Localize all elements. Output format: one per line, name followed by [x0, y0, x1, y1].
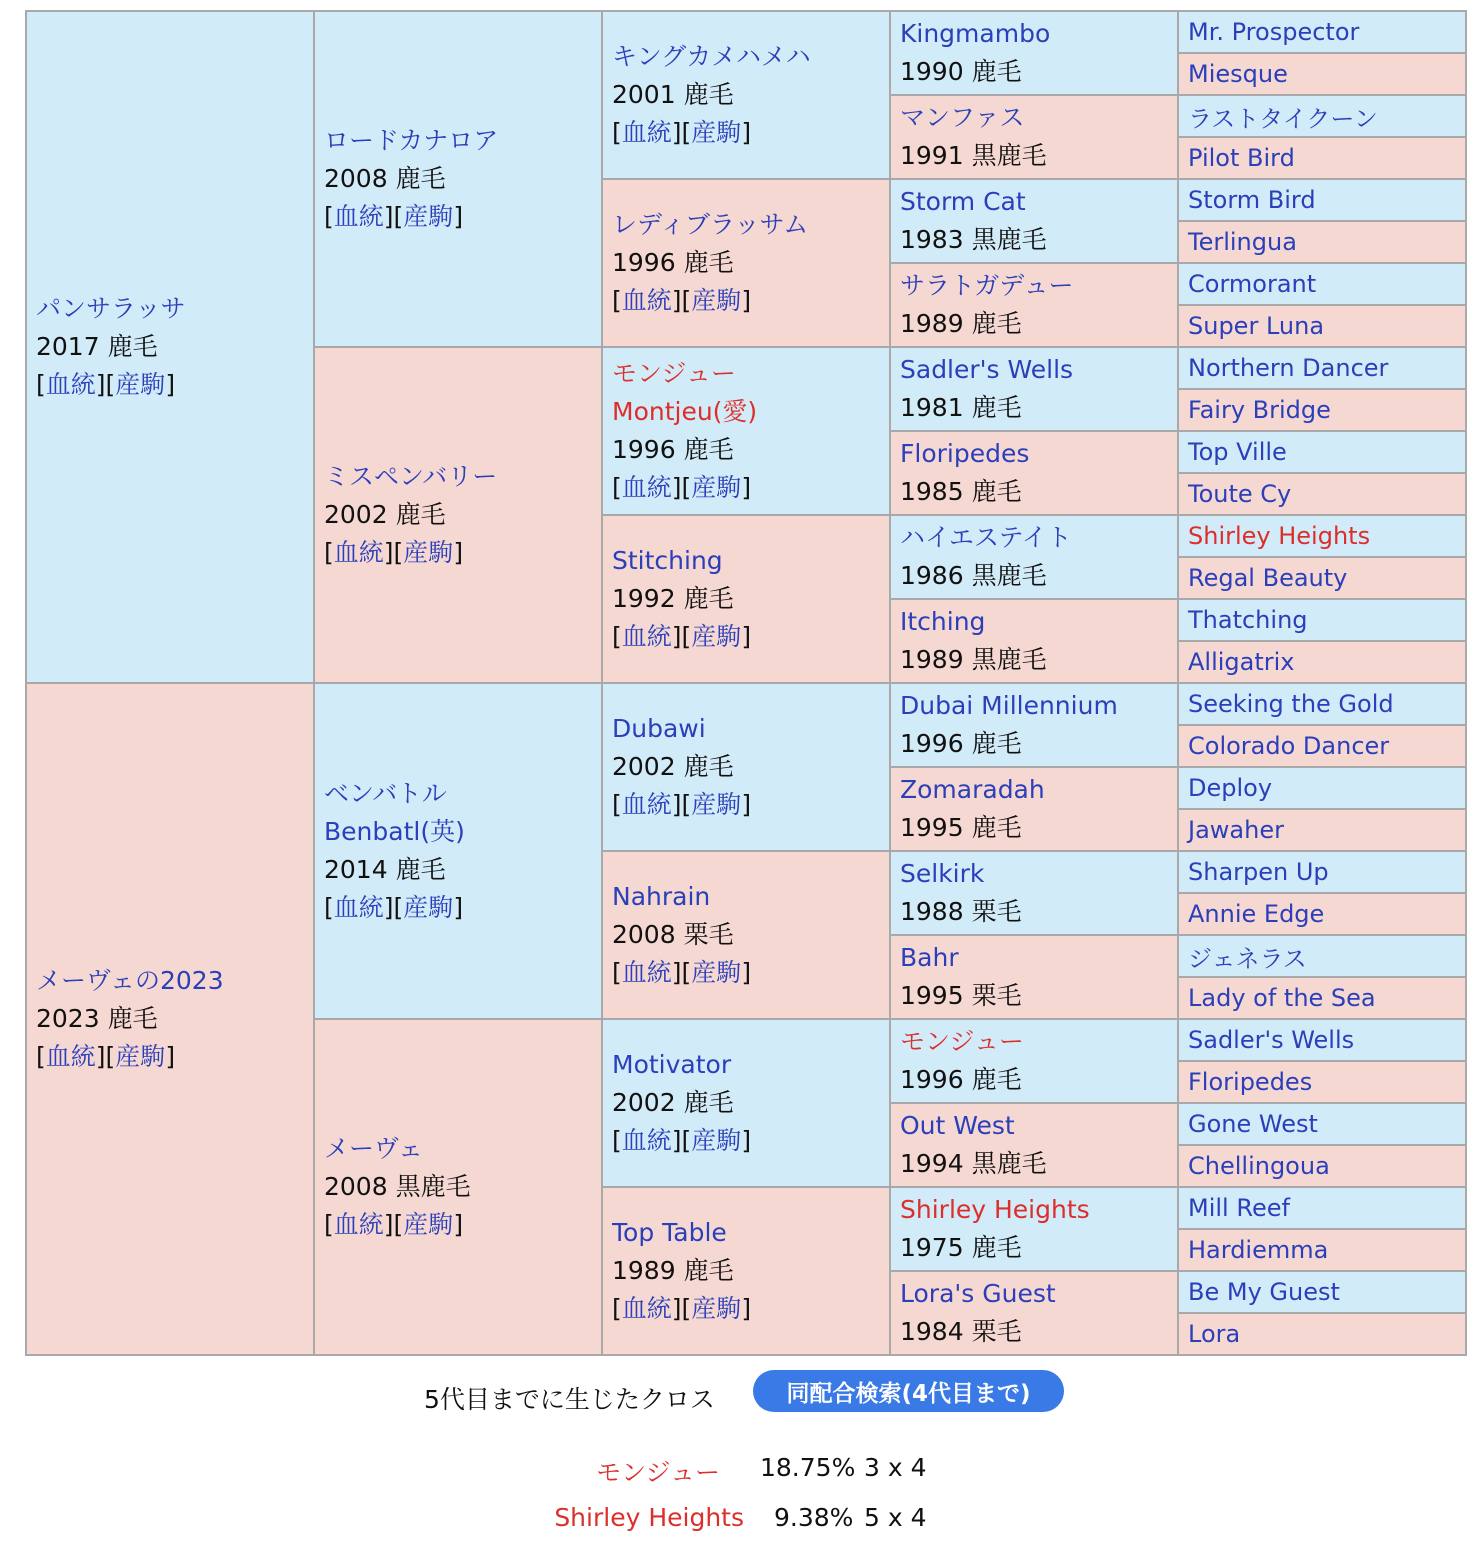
- horse-name-link[interactable]: Lora's Guest: [900, 1279, 1056, 1308]
- horse-name-link[interactable]: Sadler's Wells: [1188, 1026, 1355, 1054]
- cell-line: [900, 939, 1177, 977]
- horse-name-link[interactable]: Thatching: [1188, 606, 1308, 634]
- horse-name-link[interactable]: Bahr: [900, 943, 959, 972]
- horse-year-color: 1985 鹿毛: [900, 477, 1022, 506]
- horse-name-link[interactable]: メーヴェの2023: [36, 966, 224, 995]
- horse-year-color: 2017 鹿毛: [36, 332, 158, 361]
- horse-name-link[interactable]: ジェネラス: [1188, 944, 1307, 973]
- horse-name-link[interactable]: Deploy: [1188, 774, 1273, 802]
- horse-name-link[interactable]: モンジュー: [900, 1027, 1024, 1056]
- horse-cell-gen2: [314, 1019, 602, 1355]
- horse-year-color: 2002 鹿毛: [612, 752, 734, 781]
- cross-horse-link[interactable]: Shirley Heights: [554, 1503, 744, 1532]
- horse-name-link[interactable]: Out West: [900, 1111, 1015, 1140]
- progeny-link[interactable]: 産駒: [691, 286, 742, 315]
- horse-year-color: 1995 鹿毛: [900, 813, 1022, 842]
- horse-cell-gen5: [1178, 389, 1466, 431]
- cell-line: [612, 431, 889, 469]
- horse-year-color: 1975 鹿毛: [900, 1233, 1022, 1262]
- horse-name-link[interactable]: Floripedes: [1188, 1068, 1313, 1096]
- cell-line: [612, 1214, 889, 1252]
- horse-name-link[interactable]: Kingmambo: [900, 19, 1051, 48]
- cross-row: [0, 1503, 1476, 1537]
- horse-cell-gen4: [890, 1187, 1178, 1271]
- horse-year-color: 1989 鹿毛: [612, 1256, 734, 1285]
- progeny-link[interactable]: 産駒: [403, 202, 454, 231]
- horse-cell-gen4: [890, 1103, 1178, 1187]
- horse-name-link[interactable]: Chellingoua: [1188, 1152, 1330, 1180]
- horse-cell-gen5: [1178, 1019, 1466, 1061]
- horse-cell-gen4: [890, 1271, 1178, 1355]
- horse-name-link[interactable]: Selkirk: [900, 859, 985, 888]
- horse-cell-gen3: [602, 851, 890, 1019]
- horse-year-color: 1989 黒鹿毛: [900, 645, 1047, 674]
- horse-name-link[interactable]: Motivator: [612, 1050, 732, 1079]
- horse-cell-gen4: [890, 431, 1178, 515]
- cell-line: [612, 76, 889, 114]
- horse-year-color: 1990 鹿毛: [900, 57, 1022, 86]
- cell-line: [612, 916, 889, 954]
- horse-cell-gen4: [890, 95, 1178, 179]
- links-line: [血統][産駒]: [612, 790, 752, 819]
- cell-line: [900, 53, 1177, 91]
- horse-cell-gen5: [1178, 1187, 1466, 1229]
- cell-line: [900, 99, 1177, 137]
- progeny-link[interactable]: 産駒: [403, 1210, 454, 1239]
- cell-line: [612, 1046, 889, 1084]
- links-line: [血統][産駒]: [612, 286, 752, 315]
- links-line: [血統][産駒]: [612, 1126, 752, 1155]
- horse-name-link[interactable]: モンジュー: [612, 359, 736, 388]
- horse-cell-gen5: [1178, 725, 1466, 767]
- links-line: [血統][産駒]: [324, 893, 464, 922]
- horse-name-link[interactable]: Shirley Heights: [900, 1195, 1090, 1224]
- pedigree-link[interactable]: 血統: [621, 286, 672, 315]
- progeny-link[interactable]: 産駒: [115, 370, 166, 399]
- pedigree-link[interactable]: 血統: [333, 1210, 384, 1239]
- horse-cell-gen5: [1178, 1145, 1466, 1187]
- cell-line: [900, 687, 1177, 725]
- cell-line: [324, 775, 601, 813]
- cell-line: [900, 473, 1177, 511]
- horse-name-link[interactable]: Floripedes: [900, 439, 1030, 468]
- cell-line: [900, 893, 1177, 931]
- cell-line: [900, 351, 1177, 389]
- pedigree-row: [26, 683, 1466, 725]
- horse-year-color: 1988 栗毛: [900, 897, 1022, 926]
- horse-name-link[interactable]: Annie Edge: [1188, 900, 1325, 928]
- cross-row: [0, 1453, 1476, 1487]
- cell-line: [900, 557, 1177, 595]
- progeny-link[interactable]: 産駒: [691, 118, 742, 147]
- horse-cell-gen4: [890, 935, 1178, 1019]
- cell-line: [900, 1061, 1177, 1099]
- cell-line: [612, 542, 889, 580]
- horse-name-link[interactable]: ベンバトル: [324, 779, 447, 808]
- links-line: [血統][産駒]: [36, 370, 176, 399]
- horse-name-link[interactable]: Stitching: [612, 546, 723, 575]
- progeny-link[interactable]: 産駒: [403, 538, 454, 567]
- horse-cell-gen4: [890, 515, 1178, 599]
- cell-line: [900, 809, 1177, 847]
- horse-cell-gen4: [890, 347, 1178, 431]
- horse-name-link[interactable]: パンサラッサ: [36, 294, 186, 323]
- horse-year-color: 1996 鹿毛: [612, 435, 734, 464]
- cell-line: [324, 458, 601, 496]
- links-line: [血統][産駒]: [612, 118, 752, 147]
- horse-cell-gen5: [1178, 557, 1466, 599]
- cell-line: [612, 393, 889, 431]
- cell-line: [612, 244, 889, 282]
- horse-cell-gen4: [890, 599, 1178, 683]
- horse-cell-gen5: [1178, 179, 1466, 221]
- horse-name-link[interactable]: Super Luna: [1188, 312, 1325, 340]
- horse-cell-gen2: [314, 683, 602, 1019]
- horse-cell-gen5: [1178, 599, 1466, 641]
- progeny-link[interactable]: 産駒: [691, 790, 742, 819]
- pedigree-link[interactable]: 血統: [621, 958, 672, 987]
- cell-line: [900, 1023, 1177, 1061]
- cell-line: [324, 851, 601, 889]
- horse-name-link[interactable]: Shirley Heights: [1188, 522, 1371, 550]
- cell-line: [612, 710, 889, 748]
- pedigree-link[interactable]: 血統: [621, 1294, 672, 1323]
- horse-cell-gen5: [1178, 767, 1466, 809]
- cell-line: [900, 641, 1177, 679]
- cell-line: [36, 290, 313, 328]
- horse-name-link[interactable]: Storm Bird: [1188, 186, 1316, 214]
- links-line: [血統][産駒]: [36, 1042, 176, 1071]
- horse-name-link[interactable]: マンファス: [900, 103, 1025, 132]
- horse-name-link[interactable]: Sadler's Wells: [900, 355, 1074, 384]
- horse-name-link[interactable]: Mr. Prospector: [1188, 18, 1360, 46]
- horse-cell-gen4: [890, 851, 1178, 935]
- cell-line: [900, 1145, 1177, 1183]
- cell-line: [324, 1130, 601, 1168]
- horse-name-link[interactable]: Benbatl(英): [324, 817, 465, 846]
- horse-cell-gen5: [1178, 1061, 1466, 1103]
- horse-cell-gen5: [1178, 935, 1466, 977]
- cell-line: [324, 496, 601, 534]
- horse-year-color: 1996 鹿毛: [612, 248, 734, 277]
- cell-line: [612, 1084, 889, 1122]
- horse-name-link[interactable]: Northern Dancer: [1188, 354, 1389, 382]
- horse-year-color: 1989 鹿毛: [900, 309, 1022, 338]
- pedigree-link[interactable]: 血統: [621, 118, 672, 147]
- cell-line: [900, 267, 1177, 305]
- horse-name-link[interactable]: ハイエステイト: [900, 523, 1072, 552]
- progeny-link[interactable]: 産駒: [691, 473, 742, 502]
- horse-name-link[interactable]: サラトガデュー: [900, 271, 1074, 300]
- horse-year-color: 1983 黒鹿毛: [900, 225, 1047, 254]
- cross-generations: 3 x 4: [864, 1453, 927, 1482]
- cell-line: [612, 38, 889, 76]
- cell-line: [900, 389, 1177, 427]
- pedigree-link[interactable]: 血統: [621, 622, 672, 651]
- horse-name-link[interactable]: Lady of the Sea: [1188, 984, 1376, 1012]
- horse-cell-gen3: [602, 1187, 890, 1355]
- cross-percent: 9.38%: [774, 1503, 854, 1532]
- horse-cell-gen5: [1178, 11, 1466, 53]
- cell-line: [900, 221, 1177, 259]
- cell-line: [324, 813, 601, 851]
- horse-cell-gen3: [602, 1019, 890, 1187]
- horse-year-color: 1992 鹿毛: [612, 584, 734, 613]
- pedigree-link[interactable]: 血統: [621, 1126, 672, 1155]
- cell-line: [612, 878, 889, 916]
- horse-cell-gen5: [1178, 515, 1466, 557]
- horse-year-color: 2008 栗毛: [612, 920, 734, 949]
- horse-name-link[interactable]: ラストタイクーン: [1188, 104, 1378, 133]
- horse-cell-gen5: [1178, 221, 1466, 263]
- horse-cell-gen5: [1178, 1271, 1466, 1313]
- horse-name-link[interactable]: Alligatrix: [1188, 648, 1295, 676]
- cell-line: [900, 977, 1177, 1015]
- horse-cell-gen3: [602, 179, 890, 347]
- cell-line: [36, 1000, 313, 1038]
- cell-line: [900, 1191, 1177, 1229]
- cell-line: [900, 435, 1177, 473]
- horse-cell-gen3: [602, 11, 890, 179]
- horse-year-color: 2008 黒鹿毛: [324, 1172, 471, 1201]
- cell-line: [900, 1313, 1177, 1351]
- pedigree-link[interactable]: 血統: [45, 1042, 96, 1071]
- horse-name-link[interactable]: ミスペンバリー: [324, 462, 498, 491]
- horse-cell-gen5: [1178, 137, 1466, 179]
- cell-line: [612, 206, 889, 244]
- cell-line: [900, 137, 1177, 175]
- horse-cell-gen4: [890, 1019, 1178, 1103]
- links-line: [血統][産駒]: [612, 1294, 752, 1323]
- horse-name-link[interactable]: Lora: [1188, 1320, 1241, 1348]
- horse-name-link[interactable]: Dubai Millennium: [900, 691, 1118, 720]
- cell-line: [324, 122, 601, 160]
- pedigree-row: [26, 11, 1466, 53]
- cell-line: [36, 328, 313, 366]
- horse-cell-gen1: [26, 11, 314, 683]
- horse-year-color: 2008 鹿毛: [324, 164, 446, 193]
- progeny-link[interactable]: 産駒: [691, 622, 742, 651]
- horse-year-color: 1996 鹿毛: [900, 729, 1022, 758]
- horse-year-color: 2001 鹿毛: [612, 80, 734, 109]
- horse-cell-gen4: [890, 683, 1178, 767]
- horse-cell-gen1: [26, 683, 314, 1355]
- horse-name-link[interactable]: Dubawi: [612, 714, 706, 743]
- pedigree-link[interactable]: 血統: [45, 370, 96, 399]
- horse-name-link[interactable]: レディブラッサム: [612, 210, 809, 239]
- progeny-link[interactable]: 産駒: [691, 958, 742, 987]
- pedigree-link[interactable]: 血統: [333, 893, 384, 922]
- horse-year-color: 1981 鹿毛: [900, 393, 1022, 422]
- horse-cell-gen5: [1178, 893, 1466, 935]
- horse-year-color: 1996 鹿毛: [900, 1065, 1022, 1094]
- horse-name-link[interactable]: Gone West: [1188, 1110, 1318, 1138]
- horse-cell-gen5: [1178, 263, 1466, 305]
- horse-cell-gen5: [1178, 473, 1466, 515]
- horse-cell-gen5: [1178, 641, 1466, 683]
- horse-name-link[interactable]: Sharpen Up: [1188, 858, 1329, 886]
- pedigree-link[interactable]: 血統: [621, 473, 672, 502]
- horse-name-link[interactable]: Fairy Bridge: [1188, 396, 1331, 424]
- progeny-link[interactable]: 産駒: [403, 893, 454, 922]
- horse-cell-gen5: [1178, 809, 1466, 851]
- progeny-link[interactable]: 産駒: [115, 1042, 166, 1071]
- horse-name-link[interactable]: Pilot Bird: [1188, 144, 1295, 172]
- horse-year-color: 1994 黒鹿毛: [900, 1149, 1047, 1178]
- horse-cell-gen5: [1178, 347, 1466, 389]
- horse-name-link[interactable]: Be My Guest: [1188, 1278, 1340, 1306]
- horse-name-link[interactable]: Hardiemma: [1188, 1236, 1329, 1264]
- horse-cell-gen2: [314, 11, 602, 347]
- cell-line: [900, 1275, 1177, 1313]
- cell-line: [612, 1252, 889, 1290]
- cross-percent: 18.75%: [760, 1453, 856, 1482]
- horse-year-color: 2014 鹿毛: [324, 855, 446, 884]
- horse-year-color: 1986 黒鹿毛: [900, 561, 1047, 590]
- cell-line: [900, 1107, 1177, 1145]
- horse-year-color: 1995 栗毛: [900, 981, 1022, 1010]
- horse-year-color: 2002 鹿毛: [324, 500, 446, 529]
- horse-name-link[interactable]: Top Ville: [1188, 438, 1287, 466]
- horse-cell-gen4: [890, 11, 1178, 95]
- cell-line: [900, 183, 1177, 221]
- horse-year-color: 2023 鹿毛: [36, 1004, 158, 1033]
- horse-cell-gen5: [1178, 683, 1466, 725]
- horse-name-link[interactable]: Mill Reef: [1188, 1194, 1290, 1222]
- cell-line: [900, 15, 1177, 53]
- horse-name-link[interactable]: Colorado Dancer: [1188, 732, 1390, 760]
- horse-name-link[interactable]: Storm Cat: [900, 187, 1026, 216]
- horse-name-link[interactable]: Toute Cy: [1188, 480, 1292, 508]
- cell-line: [900, 1229, 1177, 1267]
- horse-cell-gen5: [1178, 53, 1466, 95]
- links-line: [血統][産駒]: [324, 538, 464, 567]
- horse-name-link[interactable]: Top Table: [612, 1218, 727, 1247]
- cross-horse-link[interactable]: モンジュー: [596, 1458, 720, 1487]
- cell-line: [612, 580, 889, 618]
- horse-name-link[interactable]: Cormorant: [1188, 270, 1317, 298]
- pedigree-table: [25, 10, 1467, 1356]
- horse-cell-gen3: [602, 683, 890, 851]
- cell-line: [612, 748, 889, 786]
- horse-year-color: 1984 栗毛: [900, 1317, 1022, 1346]
- horse-year-color: 1991 黒鹿毛: [900, 141, 1047, 170]
- horse-cell-gen2: [314, 347, 602, 683]
- pedigree-link[interactable]: 血統: [621, 790, 672, 819]
- cell-line: [900, 305, 1177, 343]
- links-line: [血統][産駒]: [612, 622, 752, 651]
- cell-line: [900, 855, 1177, 893]
- horse-name-link[interactable]: Itching: [900, 607, 986, 636]
- same-cross-search-button[interactable]: 同配合検索(4代目まで): [753, 1370, 1064, 1412]
- progeny-link[interactable]: 産駒: [691, 1126, 742, 1155]
- horse-name-link[interactable]: Miesque: [1188, 60, 1288, 88]
- horse-year-color: 2002 鹿毛: [612, 1088, 734, 1117]
- cross-generations: 5 x 4: [864, 1503, 927, 1532]
- cell-line: [900, 519, 1177, 557]
- cell-line: [612, 355, 889, 393]
- horse-name-link[interactable]: メーヴェ: [324, 1134, 424, 1163]
- horse-cell-gen4: [890, 263, 1178, 347]
- pedigree-link[interactable]: 血統: [333, 538, 384, 567]
- cell-line: [900, 771, 1177, 809]
- cell-line: [900, 725, 1177, 763]
- links-line: [血統][産駒]: [324, 1210, 464, 1239]
- horse-name-link[interactable]: Terlingua: [1188, 228, 1297, 256]
- links-line: [血統][産駒]: [612, 473, 752, 502]
- pedigree-link[interactable]: 血統: [333, 202, 384, 231]
- horse-cell-gen5: [1178, 1229, 1466, 1271]
- horse-cell-gen5: [1178, 1103, 1466, 1145]
- horse-cell-gen5: [1178, 977, 1466, 1019]
- horse-cell-gen3: [602, 515, 890, 683]
- horse-name-link[interactable]: ロードカナロア: [324, 126, 499, 155]
- horse-cell-gen5: [1178, 305, 1466, 347]
- horse-name-link[interactable]: Zomaradah: [900, 775, 1045, 804]
- horse-cell-gen5: [1178, 1313, 1466, 1355]
- links-line: [血統][産駒]: [324, 202, 464, 231]
- horse-name-link[interactable]: Seeking the Gold: [1188, 690, 1394, 718]
- links-line: [血統][産駒]: [612, 958, 752, 987]
- horse-cell-gen4: [890, 179, 1178, 263]
- cell-line: [324, 1168, 601, 1206]
- horse-cell-gen5: [1178, 431, 1466, 473]
- horse-cell-gen3: [602, 347, 890, 515]
- cell-line: [324, 160, 601, 198]
- horse-cell-gen5: [1178, 851, 1466, 893]
- progeny-link[interactable]: 産駒: [691, 1294, 742, 1323]
- horse-cell-gen4: [890, 767, 1178, 851]
- cell-line: [900, 603, 1177, 641]
- horse-name-link[interactable]: キングカメハメハ: [612, 42, 811, 71]
- cell-line: [36, 962, 313, 1000]
- horse-name-link[interactable]: Montjeu(愛): [612, 397, 758, 426]
- horse-name-link[interactable]: Nahrain: [612, 882, 711, 911]
- horse-name-link[interactable]: Jawaher: [1188, 816, 1284, 844]
- horse-name-link[interactable]: Regal Beauty: [1188, 564, 1348, 592]
- cross-heading: 5代目までに生じたクロス: [424, 1385, 715, 1414]
- horse-cell-gen5: [1178, 95, 1466, 137]
